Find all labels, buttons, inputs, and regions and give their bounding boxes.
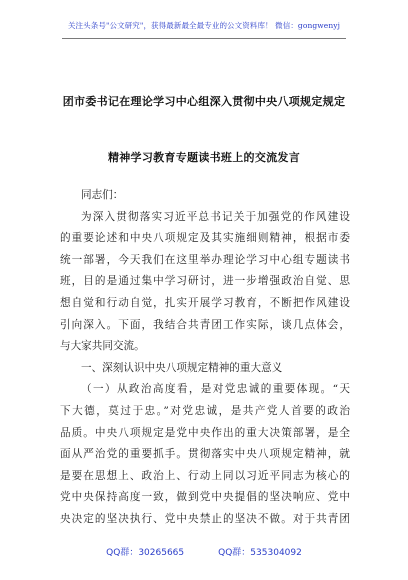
paragraph-line: 下大德，莫过于忠。”对党忠诚，是共产党人首要的政治 <box>60 404 350 417</box>
document-title-line-1: 团市委书记在理论学习中心组深入贯彻中央八项规定规定 <box>62 95 346 108</box>
footer-qq-group-1: QQ群：30265665 <box>106 548 185 558</box>
section-heading: 一、深刻认识中央八项规定精神的重大意义 <box>81 361 283 374</box>
paragraph-line: 央决定的坚决执行、党中央禁止的坚决不做。对于共青团 <box>60 512 350 525</box>
paragraph-line: 面从严治党的重要抓手。贯彻落实中央八项规定精神，就 <box>60 448 350 461</box>
paragraph-line: 想自觉和行动自觉，扎实开展学习教育，不断把作风建设 <box>60 296 350 309</box>
paragraph-line: 党中央保持高度一致，做到党中央提倡的坚决响应、党中 <box>60 491 350 504</box>
paragraph-line: 班，目的是通过集中学习研讨，进一步增强政治自觉、思 <box>60 275 350 288</box>
header-divider <box>62 38 346 39</box>
footer-contact <box>40 545 368 558</box>
paragraph-line: 是要在思想上、政治上、行动上同以习近平同志为核心的 <box>60 469 350 482</box>
salutation: 同志们： <box>81 189 124 201</box>
paragraph-line: 与大家共同交流。 <box>60 340 145 353</box>
paragraph-line: 品质。中央八项规定是党中央作出的重大决策部署，是全 <box>60 426 350 439</box>
document-title-line-2: 精神学习教育专题读书班上的交流发言 <box>107 151 301 164</box>
document-body <box>60 185 350 531</box>
paragraph-line: （一）从政治高度看，是对党忠诚的重要体现。“天 <box>81 383 350 396</box>
paragraph-line: 的重要论述和中央八项规定及其实施细则精神，根据市委 <box>60 232 350 245</box>
paragraph-line: 为深入贯彻落实习近平总书记关于加强党的作风建设 <box>81 210 350 223</box>
footer-qq-group-2: QQ群：535304092 <box>218 548 302 558</box>
header-notice: 关注头条号"公文研究"，获得最新最全最专业的公文资料库！ 微信：gongwenyj <box>67 21 341 30</box>
paragraph-line: 统一部署，今天我们在这里举办理论学习中心组专题读书 <box>60 253 350 266</box>
paragraph-line: 引向深入。下面，我结合共青团工作实际，谈几点体会， <box>60 318 350 331</box>
